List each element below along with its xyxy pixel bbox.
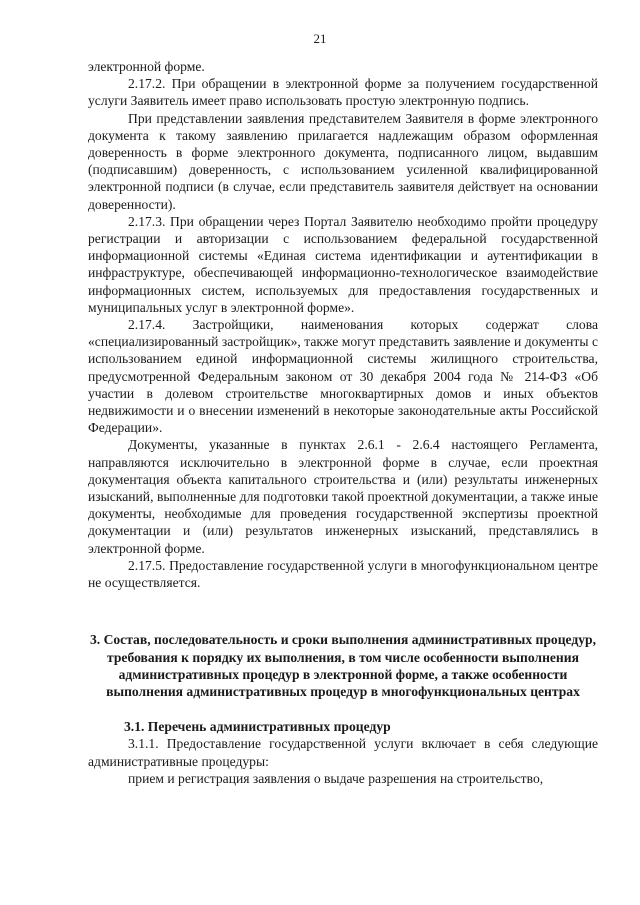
document-body (88, 58, 598, 787)
paragraph: 2.17.3. При обращении через Портал Заявителю необходимо пройти процедуру регистрации и авторизации с использованием федеральной государственной информационной системы «Единая система идентификации и аутентификации в инфраструктуре, обеспечивающей информационно-технологическое взаимодействие информационных систем, используемых для предоставления государственных и муниципальных услуг в электронной форме». (88, 213, 598, 315)
paragraph: 3.1.1. Предоставление государственной услуги включает в себя следующие административные процедуры: (88, 736, 598, 769)
subsection-heading: 3.1. Перечень административных процедур (124, 719, 391, 735)
page-number: 21 (313, 31, 327, 46)
paragraph: 2.17.4. Застройщики, наименования которых содержат слова «специализированный застройщик», также могут представить заявление и документы с использованием единой информационной системы жилищного строительства, предусмотренной Федеральным законом от 30 декабря 2004 года № 214-ФЗ «Об участии в долевом строительстве многоквартирных домов и иных объектов недвижимости и о внесении изменений в некоторые законодательные акты Российской Федерации». (88, 317, 598, 436)
paragraph: 2.17.2. При обращении в электронной форме за получением государственной услуги Заявитель имеет право использовать простую электронную подпись. (88, 76, 598, 109)
paragraph: Документы, указанные в пунктах 2.6.1 - 2.6.4 настоящего Регламента, направляются исключительно в электронной форме в случае, если проектная документация объекта капитального строительства и (или) результаты инженерных изысканий, выполненные для подготовки такой проектной документации, а также иные документы, необходимые для проведения государственной экспертизы проектной документации и (или) результатов инженерных изысканий, представлялись в электронной форме. (88, 437, 598, 556)
section-heading: 3. Состав, последовательность и сроки выполнения административных процедур, требования к порядку их выполнения, в том числе особенности выполнения административных процедур в электронной форме, а также особенности выполнения административных процедур в многофункциональных центрах (89, 632, 597, 699)
paragraph: прием и регистрация заявления о выдаче разрешения на строительство, (128, 770, 544, 786)
paragraph: электронной форме. (88, 59, 205, 74)
paragraph: При представлении заявления представителем Заявителя в форме электронного документа к такому заявлению прилагается надлежащим образом оформленная доверенность в форме электронного документа, подписанного лицом, выдавшим (подписавшим) доверенность, с использованием усиленной квалифицированной электронной подписи (в случае, если представитель заявителя действует на основании доверенности). (88, 110, 598, 212)
paragraph: 2.17.5. Предоставление государственной услуги в многофункциональном центре не осуществляется. (88, 557, 598, 591)
